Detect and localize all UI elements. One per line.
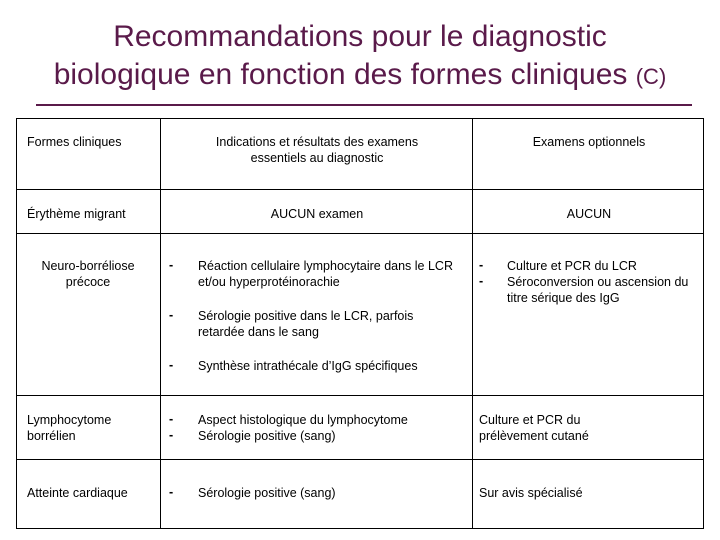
row-lymphocytome-optionnel: Culture et PCR du prélèvement cutané (479, 413, 589, 443)
title-suffix: (C) (635, 64, 667, 89)
row-erytheme-essentiel: AUCUN examen (270, 207, 364, 221)
row-erytheme-forme: Érythème migrant (27, 207, 126, 221)
header-formes-cliniques: Formes cliniques (27, 135, 122, 149)
diagnostic-table (16, 118, 704, 529)
row-cardiaque-essentiel: Sérologie positive (sang) (198, 486, 336, 500)
title-line-2-text: biologique en fonction des formes cliniques (53, 58, 636, 91)
row-neuro-essentiel-3: Synthèse intrathécale d’IgG spécifiques (198, 359, 418, 373)
row-erytheme-optionnel: AUCUN (566, 207, 612, 221)
row-cardiaque-forme: Atteinte cardiaque (27, 486, 128, 500)
row-neuro-forme: Neuro-borréliose précoce (41, 259, 135, 289)
row-lymphocytome-essentiel-2: Sérologie positive (sang) (198, 429, 336, 443)
column-divider (160, 119, 161, 528)
title-line-1: Recommandations pour le diagnostic (113, 20, 607, 53)
title-underline (36, 104, 692, 106)
page-title (0, 18, 720, 96)
row-neuro-essentiel-2: Sérologie positive dans le LCR, parfois retardée dans le sang (198, 309, 414, 339)
row-divider (17, 233, 703, 234)
bullet-dash: - (169, 308, 174, 322)
column-divider (472, 119, 473, 528)
row-divider (17, 459, 703, 460)
bullet-dash: - (479, 274, 484, 288)
row-cardiaque-optionnel: Sur avis spécialisé (479, 486, 583, 500)
bullet-dash: - (169, 412, 174, 426)
row-neuro-optionnel-1: Culture et PCR du LCR (507, 259, 637, 273)
header-examens-optionnels: Examens optionnels (532, 135, 646, 149)
bullet-dash: - (169, 428, 174, 442)
bullet-dash: - (169, 358, 174, 372)
row-lymphocytome-forme: Lymphocytome borrélien (27, 413, 112, 443)
row-divider (17, 189, 703, 190)
row-lymphocytome-essentiel-1: Aspect histologique du lymphocytome (198, 413, 408, 427)
row-neuro-essentiel-1: Réaction cellulaire lymphocytaire dans le LCR et/ou hyperprotéinorachie (198, 259, 453, 289)
bullet-dash: - (169, 258, 174, 272)
bullet-dash: - (479, 258, 484, 272)
bullet-dash: - (169, 485, 174, 499)
header-examens-essentiels: Indications et résultats des examens essentiels au diagnostic (215, 135, 419, 165)
row-divider (17, 395, 703, 396)
row-neuro-optionnel-2: Séroconversion ou ascension du titre sérique des IgG (507, 275, 689, 305)
title-line-2 (0, 56, 720, 96)
